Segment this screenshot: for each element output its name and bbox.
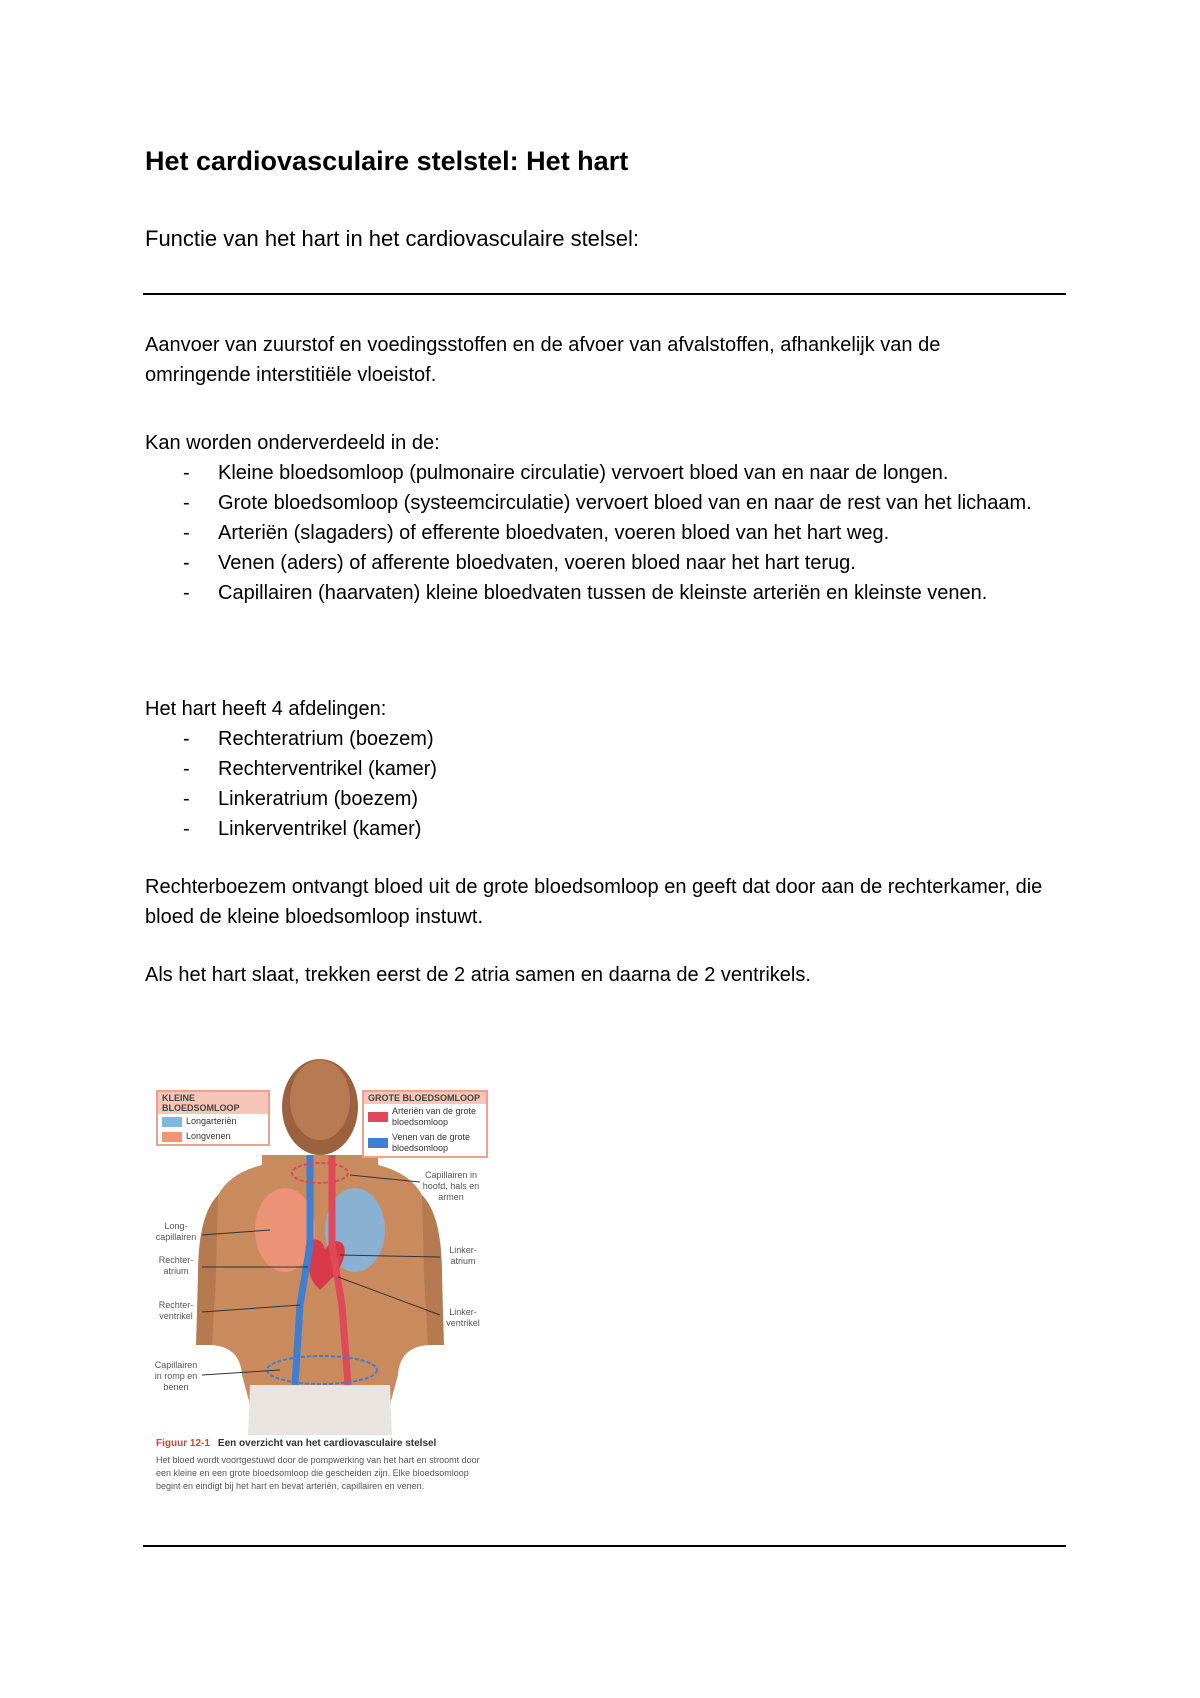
subdivision-heading: Kan worden onderverdeeld in de:	[145, 432, 440, 454]
caption-title: Een overzicht van het cardiovasculaire stelsel	[217, 1438, 437, 1449]
dash-bullet: -	[183, 462, 190, 484]
dash-bullet: -	[183, 758, 190, 780]
dash-bullet: -	[183, 818, 190, 840]
cardiovascular-figure	[150, 1045, 490, 1535]
label-linkeratrium: Linker-atrium	[449, 1245, 477, 1266]
face-shape	[290, 1060, 350, 1140]
list-item: - Rechterventrikel (kamer)	[145, 754, 1050, 784]
legend-swatch	[368, 1112, 388, 1122]
dash-bullet: -	[183, 582, 190, 604]
section-subtitle: Functie van het hart in het cardiovasculaire stelsel:	[145, 226, 640, 251]
intro-paragraph: Aanvoer van zuurstof en voedingsstoffen en de afvoer van afvalstoffen, afhankelijk van de omringende interstitiële vloeistof.	[145, 334, 941, 386]
list-item: - Capillairen (haarvaten) kleine bloedvaten tussen de kleinste arteriën en kleinste venen.	[145, 578, 1050, 608]
chambers-list	[145, 724, 1050, 844]
list-item: - Arteriën (slagaders) of efferente bloedvaten, voeren bloed van het hart weg.	[145, 518, 1050, 548]
label-long-capillairen: Long-capillairen	[155, 1221, 197, 1242]
legend-row: Arteriën van de grote bloedsomloop	[364, 1104, 486, 1130]
dash-bullet: -	[183, 728, 190, 750]
chambers-heading: Het hart heeft 4 afdelingen:	[145, 698, 387, 720]
list-item: - Linkeratrium (boezem)	[145, 784, 1050, 814]
legend-large-circulation	[362, 1090, 488, 1158]
legend-swatch	[162, 1117, 182, 1127]
caption-body: Het bloed wordt voortgestuwd door de pompwerking van het hart en stroomt door een kleine en een grote bloedsomloop die gescheiden zijn. Elke bloedsomloop begint en eindigt bij het hart en bevat arteriën, capillairen en venen.	[156, 1455, 480, 1491]
list-item: - Kleine bloedsomloop (pulmonaire circulatie) vervoert bloed van en naar de longen.	[145, 458, 1050, 488]
legend-row: Longarteriën	[158, 1114, 268, 1129]
legend-title: KLEINE BLOEDSOMLOOP	[158, 1092, 268, 1114]
legend-small-circulation	[156, 1090, 270, 1146]
flow-paragraph: Rechterboezem ontvangt bloed uit de grote bloedsomloop en geeft dat door aan de rechterkamer, die bloed de kleine bloedsomloop instuwt.	[145, 876, 1043, 928]
list-item: - Linkerventrikel (kamer)	[145, 814, 1050, 844]
legend-row: Venen van de grote bloedsomloop	[364, 1130, 486, 1156]
dash-bullet: -	[183, 788, 190, 810]
list-item: - Rechteratrium (boezem)	[145, 724, 1050, 754]
caption-number: Figuur 12-1	[156, 1438, 210, 1449]
page-title: Het cardiovasculaire stelstel: Het hart	[145, 146, 629, 176]
divider-line	[143, 293, 1066, 295]
figure-caption	[156, 1437, 486, 1493]
label-rechteratrium: Rechter-atrium	[158, 1255, 194, 1276]
beat-paragraph: Als het hart slaat, trekken eerst de 2 atria samen en daarna de 2 ventrikels.	[145, 964, 811, 986]
list-item: - Venen (aders) of afferente bloedvaten, voeren bloed naar het hart terug.	[145, 548, 1050, 578]
legend-title: GROTE BLOEDSOMLOOP	[364, 1092, 486, 1104]
legend-swatch	[368, 1138, 388, 1148]
label-rechterventrikel: Rechter-ventrikel	[158, 1300, 194, 1321]
legend-swatch	[162, 1132, 182, 1142]
legend-row: Longvenen	[158, 1129, 268, 1144]
label-capillairen-hoofd: Capillairen in hoofd, hals en armen	[422, 1170, 480, 1202]
label-capillairen-romp: Capillairen in romp en benen	[154, 1360, 198, 1392]
label-linkerventrikel: Linker-ventrikel	[446, 1307, 480, 1328]
dash-bullet: -	[183, 492, 190, 514]
list-item: - Grote bloedsomloop (systeemcirculatie) vervoert bloed van en naar de rest van het lichaam.	[145, 488, 1050, 518]
dash-bullet: -	[183, 522, 190, 544]
waistband-shape	[248, 1385, 392, 1435]
bottom-divider-line	[143, 1545, 1066, 1547]
subdivision-list	[145, 458, 1050, 608]
dash-bullet: -	[183, 552, 190, 574]
